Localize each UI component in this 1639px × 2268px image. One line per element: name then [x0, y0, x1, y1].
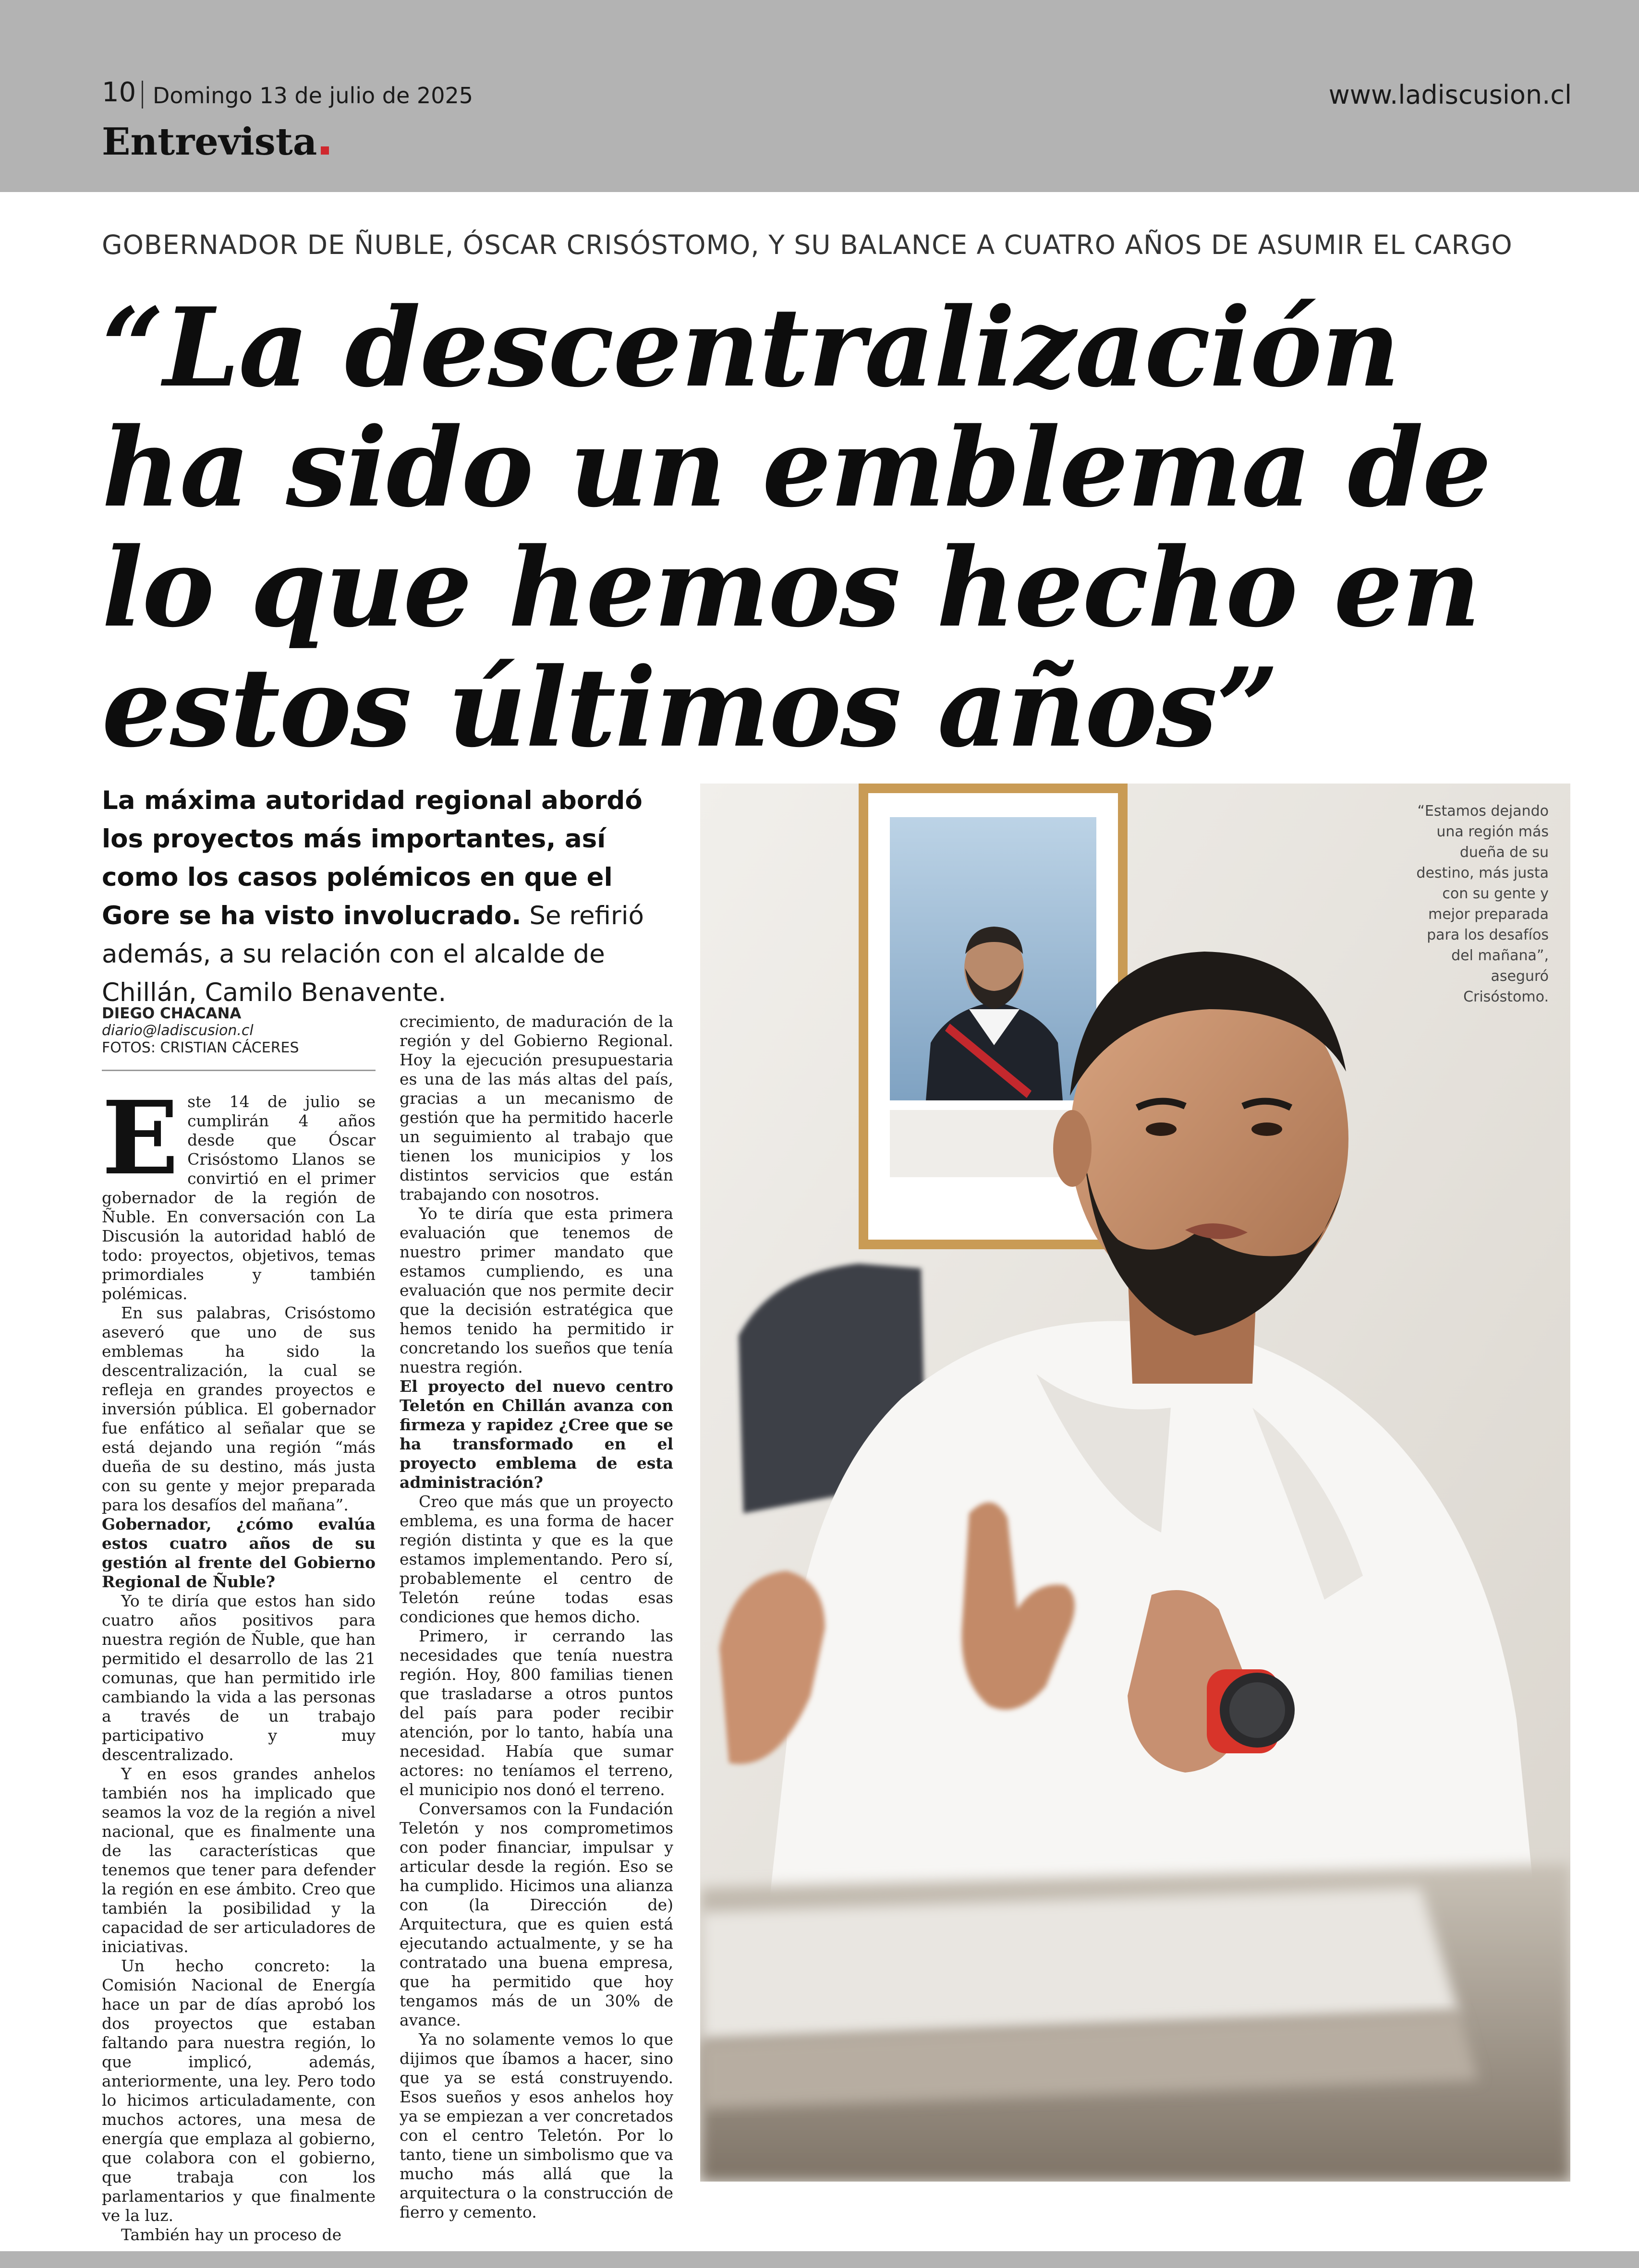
page-footer	[0, 2251, 1639, 2268]
headline-line: estos últimos años”	[102, 644, 1278, 772]
body-paragraph: Yo te diría que estos han sido cuatro años positivos para nuestra región de Ñuble, que han permitido el desarrollo de las 21 comunas, que han permitido irle cambiando la vida a las personas a través de un trabajo participativo y muy descentralizado.	[102, 1592, 376, 1764]
body-paragraph: Un hecho concreto: la Comisión Nacional de Energía hace un par de días aprobó los dos proyectos que estaban faltando para nuestra región, lo que implicó, además, anteriormente, una ley. Pero todo lo hicimos articuladamente, con muchos actores, una mesa de energía que emplaza al gobierno, que colabora con el gobierno, que trabaja con los parlamentarios y que finalmente ve la luz.	[102, 1956, 376, 2225]
byline-email[interactable]: diario@ladiscusion.cl	[102, 1022, 254, 1039]
website-link[interactable]: www.ladiscusion.cl	[1328, 80, 1572, 110]
body-paragraph: ste 14 de julio se cumplirán 4 años desde que Óscar Crisóstomo Llanos se convirtió en el primer gobernador de la región de Ñuble. En conversación con La Discusión la autoridad habló de todo: proyectos, objetivos, temas primordiales y también polémicas.	[102, 1092, 376, 1303]
lead-text: Se refirió además, a su relación con el alcalde de Chillán, Camilo Benavente.	[102, 901, 644, 1007]
drop-cap: E	[102, 1079, 179, 1197]
photo-caption: “Estamos dejando una región más dueña de su destino, más justa con su gente y mejor preparada para los desafíos del mañana”, aseguró Crisóstomo.	[1416, 803, 1549, 1005]
foreground-table	[700, 1864, 1570, 2182]
issue-date: Domingo 13 de julio de 2025	[153, 83, 473, 109]
body-paragraph: Ya no solamente vemos lo que dijimos que íbamos a hacer, sino que ya se está construyendo. Esos sueños y esos anhelos hoy ya se empiezan a ver concretados con el centro Teletón. Por lo tanto, tiene un simbolismo que va mucho más allá que la arquitectura o la construcción de fierro y cemento.	[400, 2030, 673, 2221]
article-lead	[102, 782, 664, 1012]
header-separator	[142, 81, 143, 109]
body-paragraph: También hay un proceso de	[121, 2225, 342, 2244]
interview-question: El proyecto del nuevo centro Teletón en Chillán avanza con firmeza y rapidez ¿Cree que se ha transformado en el proyecto emblema de esta administración?	[400, 1377, 673, 1492]
body-column-2	[400, 1012, 673, 2222]
lead-bold: La máxima autoridad regional abordó los proyectos más importantes, así como los casos polémicos en que el Gore se ha visto involucrado.	[102, 786, 643, 930]
headline-line: “La descentralización	[102, 284, 1399, 411]
section-label	[102, 120, 329, 164]
body-paragraph: Y en esos grandes anhelos también nos ha implicado que seamos la voz de la región a nivel nacional, que es finalmente una de las características que tenemos que tener para defender la región en ese ámbito. Creo que también la posibilidad y la capacidad de ser articuladores de iniciativas.	[102, 1764, 376, 1956]
page-number: 10	[102, 77, 136, 108]
headline-line: lo que hemos hecho en	[102, 524, 1480, 651]
body-paragraph: En sus palabras, Crisóstomo aseveró que uno de sus emblemas ha sido la descentralización, la cual se refleja en grandes proyectos e inversión pública. El gobernador fue enfático al señalar que se está dejando una región “más dueña de su destino, más justa con su gente y mejor preparada para los desafíos del mañana”.	[102, 1303, 376, 1514]
section-title: Entrevista	[102, 120, 317, 164]
byline-author: DIEGO CHACANA	[102, 1005, 242, 1022]
body-paragraph: crecimiento, de maduración de la región y del Gobierno Regional. Hoy la ejecución presupuestaria es una de las más altas del país, gracias a un mecanismo de gestión que ha permitido hacerle un seguimiento al trabajo que tienen los municipios y los distintos servicios que están trabajando con nosotros.	[400, 1012, 673, 1204]
body-paragraph: Creo que más que un proyecto emblema, es una forma de hacer región distinta y que es la que estamos implementando. Pero sí, probablemente el centro de Teletón reúne todas esas condiciones que hemos dicho.	[400, 1492, 673, 1626]
body-column-1	[102, 1079, 376, 2244]
byline-photos: FOTOS: CRISTIAN CÁCERES	[102, 1039, 299, 1056]
byline-divider	[102, 1070, 376, 1071]
body-paragraph: Primero, ir cerrando las necesidades que tenía nuestra región. Hoy, 800 familias tienen que trasladarse a otros puntos del país para poder recibir atención, por lo tanto, había una necesidad. Había que sumar actores: no teníamos el terreno, el municipio nos donó el terreno.	[400, 1627, 673, 1799]
byline	[102, 1005, 376, 1057]
body-paragraph: Conversamos con la Fundación Teletón y nos comprometimos con poder financiar, impulsar y articular desde la región. Eso se ha cumplido. Hicimos una alianza con (la Dirección de) Arquitectura, que es quien está ejecutando actualmente, y se ha contratado una buena empresa, que ha permitido que hoy tengamos más de un 30% de avance.	[400, 1799, 673, 2029]
headline-line: ha sido un emblema de	[102, 404, 1491, 531]
interview-question: Gobernador, ¿cómo evalúa estos cuatro años de su gestión al frente del Gobierno Regional de Ñuble?	[102, 1515, 376, 1591]
section-accent-dot	[321, 146, 329, 155]
article-kicker: GOBERNADOR DE ÑUBLE, ÓSCAR CRISÓSTOMO, Y SU BALANCE A CUATRO AÑOS DE ASUMIR EL CARGO	[102, 229, 1513, 260]
body-paragraph: Yo te diría que esta primera evaluación que tenemos de nuestro primer mandato que estamos cumpliendo, es una evaluación que nos permite decir que la decisión estratégica que hemos tenido ha permitido ir concretando los sueños que tenía nuestra región.	[400, 1204, 673, 1376]
article-headline	[102, 284, 1542, 772]
